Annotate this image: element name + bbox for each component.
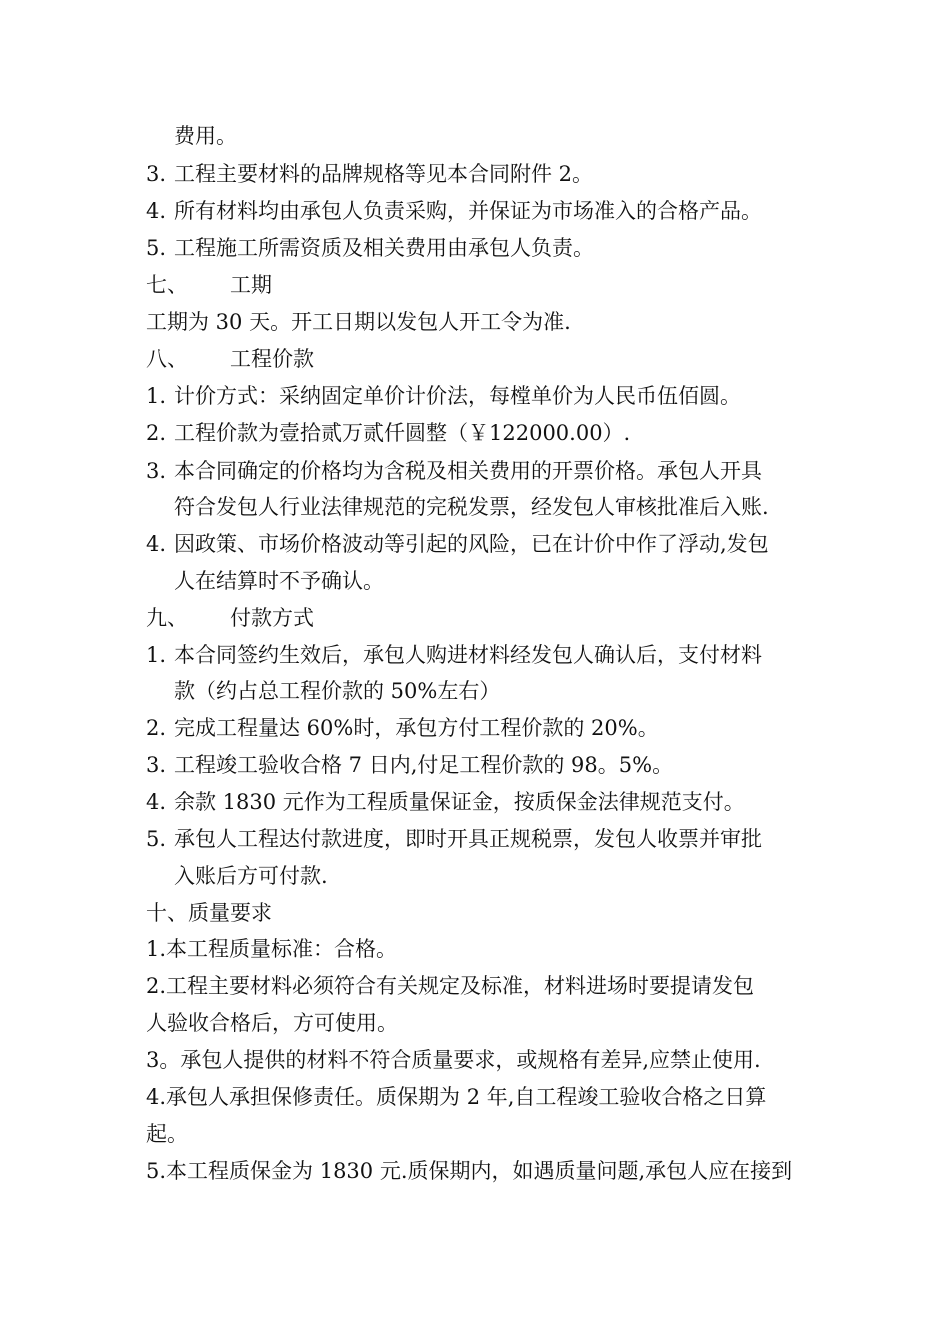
text-line: 1.本工程质量标准：合格。 [146, 937, 398, 961]
text-line: 符合发包人行业法律规范的完税发票，经发包人审核批准后入账. [174, 495, 769, 519]
text-line: 人验收合格后，方可使用。 [146, 1011, 398, 1035]
list-item: 4. 因政策、市场价格波动等引起的风险，已在计价中作了浮动,发包 [146, 532, 769, 556]
text-line: 3。承包人提供的材料不符合质量要求，或规格有差异,应禁止使用. [146, 1048, 761, 1072]
text-line: 人在结算时不予确认。 [174, 569, 384, 593]
list-item: 5. 工程施工所需资质及相关费用由承包人负责。 [146, 236, 594, 260]
list-item: 3. 工程主要材料的品牌规格等见本合同附件 2。 [146, 162, 594, 186]
list-item: 3. 本合同确定的价格均为含税及相关费用的开票价格。承包人开具 [146, 459, 762, 483]
text-line: 入账后方可付款. [174, 864, 328, 888]
text-line: 5.本工程质保金为 1830 元.质保期内，如遇质量问题,承包人应在接到 [146, 1159, 793, 1183]
section-heading: 七、 工期 [146, 273, 272, 297]
list-item: 2. 完成工程量达 60%时，承包方付工程价款的 20%。 [146, 716, 659, 740]
list-item: 1. 计价方式：采纳固定单价计价法，每樘单价为人民币伍佰圆。 [146, 384, 741, 408]
list-item: 5. 承包人工程达付款进度，即时开具正规税票，发包人收票并审批 [146, 827, 762, 851]
text-line: 工期为 30 天。开工日期以发包人开工令为准. [146, 310, 571, 334]
text-line: 起。 [146, 1122, 188, 1146]
list-item: 1. 本合同签约生效后，承包人购进材料经发包人确认后，支付材料 [146, 643, 762, 667]
list-item: 4. 余款 1830 元作为工程质量保证金，按质保金法律规范支付。 [146, 790, 745, 814]
text-line: 4.承包人承担保修责任。质保期为 2 年,自工程竣工验收合格之日算 [146, 1085, 767, 1109]
section-heading: 九、 付款方式 [146, 606, 314, 630]
text-line: 款（约占总工程价款的 50%左右） [174, 679, 501, 703]
list-item: 4. 所有材料均由承包人负责采购，并保证为市场准入的合格产品。 [146, 199, 762, 223]
text-line: 2.工程主要材料必须符合有关规定及标准，材料进场时要提请发包 [146, 974, 755, 998]
section-heading: 八、 工程价款 [146, 347, 314, 371]
text-line: 费用。 [174, 124, 237, 148]
section-heading: 十、质量要求 [146, 901, 272, 925]
list-item: 2. 工程价款为壹拾贰万贰仟圆整（￥122000.00）. [146, 421, 631, 445]
list-item: 3. 工程竣工验收合格 7 日内,付足工程价款的 98。5%。 [146, 753, 674, 777]
